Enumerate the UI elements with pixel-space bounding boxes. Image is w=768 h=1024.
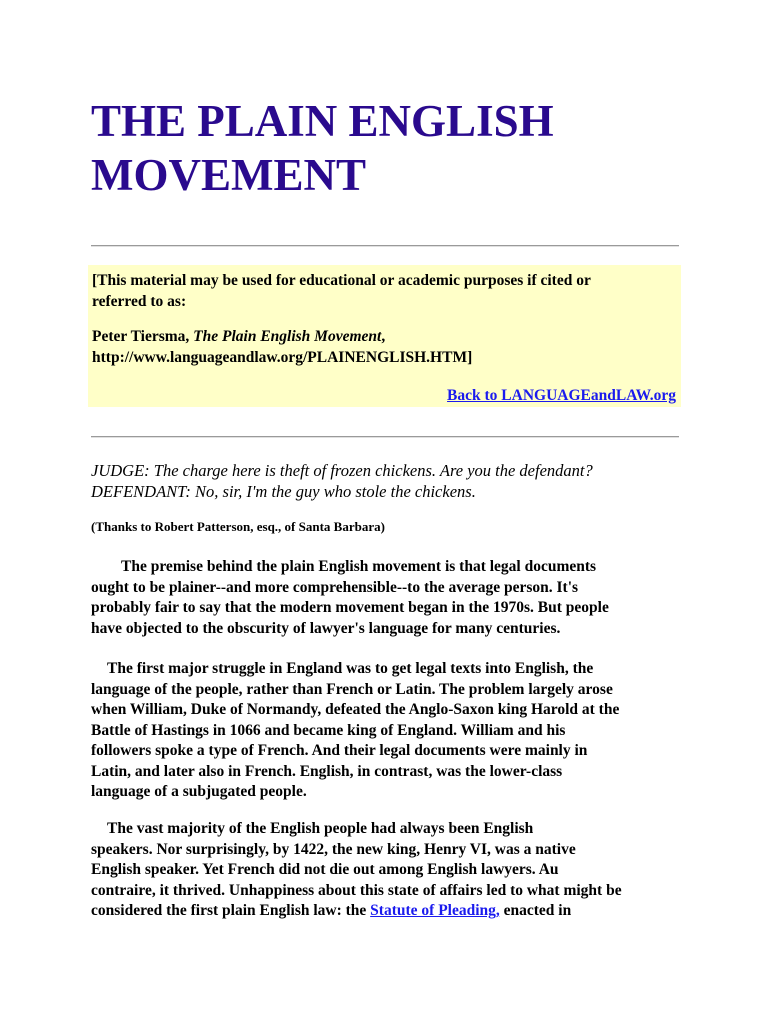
horizontal-rule-top (91, 245, 679, 247)
horizontal-rule-middle (91, 436, 679, 438)
paragraph-line: speakers. Nor surprisingly, by 1422, the new king, Henry VI, was a native (91, 840, 576, 858)
paragraph-line-with-link (91, 901, 691, 922)
title-line-1: THE PLAIN ENGLISH (91, 96, 554, 146)
notice-line-1: [This material may be used for educational or academic purposes if cited or (92, 272, 591, 289)
paragraph-line: English speaker. Yet French did not die out among English lawyers. Au (91, 861, 559, 878)
paragraph-line: Latin, and later also in French. English, in contrast, was the lower-class (91, 762, 563, 780)
paragraph-line: The first major struggle in England was to get legal texts into English, the (107, 660, 594, 677)
citation-author: Peter Tiersma, (92, 328, 194, 345)
paragraph-line: when William, Duke of Normandy, defeated the Anglo-Saxon king Harold at the (91, 701, 620, 718)
paragraph-line: The vast majority of the English people had always been English (107, 820, 534, 837)
paragraph-line: language of the people, rather than French or Latin. The problem largely arose (91, 680, 613, 698)
paragraph-line: Battle of Hastings in 1066 and became king of England. William and his (91, 721, 566, 739)
citation-notice-box (88, 265, 681, 407)
page-title (91, 94, 691, 202)
paragraph-text: considered the first plain English law: the (91, 902, 371, 919)
statute-of-pleading-link[interactable]: Statute of Pleading, (370, 902, 500, 919)
paragraph-line: probably fair to say that the modern movement began in the 1970s. But people (91, 599, 609, 616)
paragraph-2 (91, 659, 691, 803)
notice-text (92, 270, 677, 312)
citation (92, 326, 677, 368)
paragraph-line: contraire, it thrived. Unhappiness about this state of affairs led to what might be (91, 881, 622, 899)
citation-url: http://www.languageandlaw.org/PLAINENGLISH.HTM] (92, 349, 473, 366)
paragraph-1 (91, 557, 691, 639)
back-to-home-link[interactable]: Back to LANGUAGEandLAW.org (447, 387, 676, 404)
quote-defendant: DEFENDANT: No, sir, I'm the guy who stole the chickens. (91, 482, 476, 501)
paragraph-line: have objected to the obscurity of lawyer's language for many centuries. (91, 619, 561, 637)
notice-line-2: referred to as: (92, 293, 187, 310)
citation-comma: , (381, 328, 386, 345)
citation-title: The Plain English Movement (193, 328, 382, 345)
paragraph-line: ought to be plainer--and more comprehensible--to the average person. It's (91, 578, 579, 596)
title-line-2: MOVEMENT (91, 150, 366, 200)
paragraph-line: followers spoke a type of French. And their legal documents were mainly in (91, 742, 588, 759)
paragraph-text: enacted in (499, 902, 572, 919)
epigraph-quote (91, 460, 691, 502)
quote-judge: JUDGE: The charge here is theft of frozen chickens. Are you the defendant? (91, 461, 593, 480)
paragraph-line: The premise behind the plain English movement is that legal documents (121, 558, 597, 575)
paragraph-line: language of a subjugated people. (91, 783, 307, 800)
acknowledgement: (Thanks to Robert Patterson, esq., of Santa Barbara) (91, 519, 385, 534)
paragraph-3 (91, 819, 691, 922)
